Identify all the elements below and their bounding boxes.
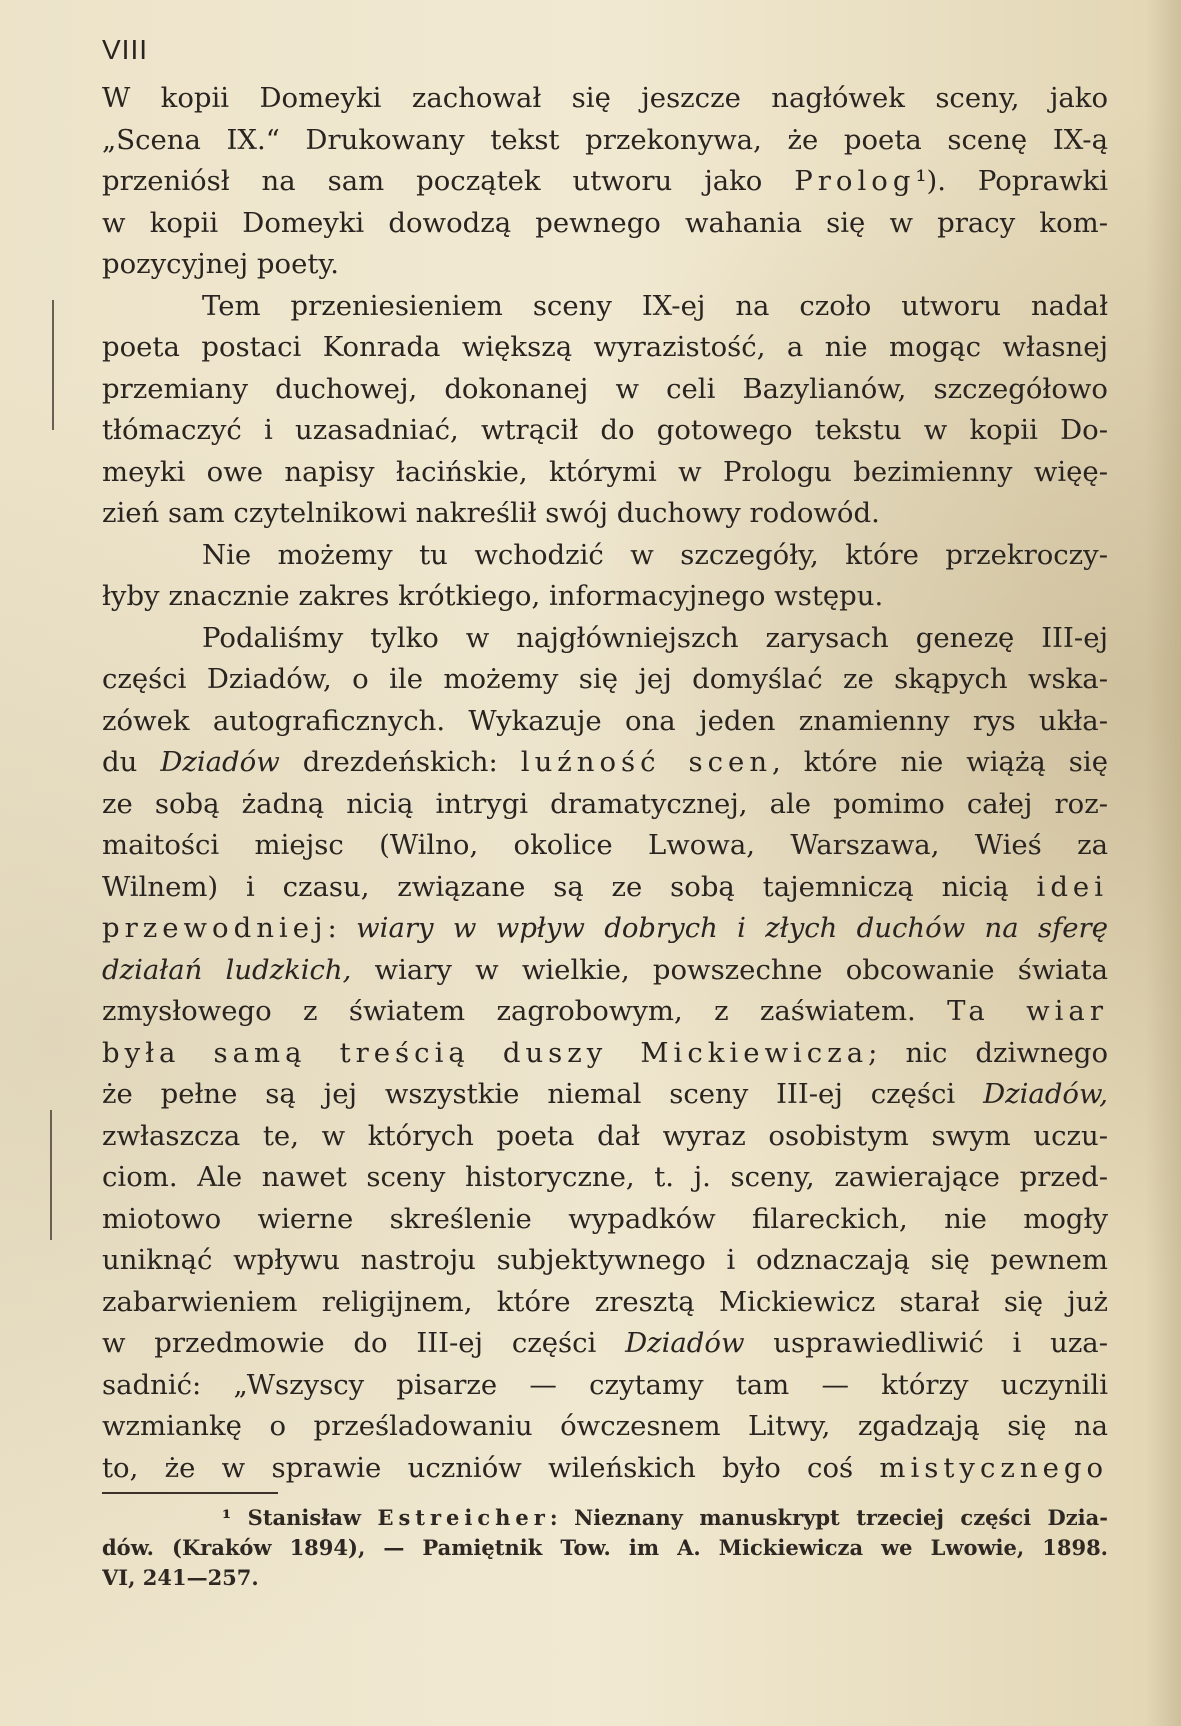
text-line: [102, 991, 1108, 1033]
text-line: [102, 1074, 1108, 1116]
line-text: :: [327, 912, 357, 944]
italic-phrase: wiary w wpływ dobrych i złych duchów na sferę: [356, 912, 1108, 944]
line-text: to, że w sprawie uczniów wileńskich było coś: [102, 1451, 880, 1484]
line-text: Wilnem) i czasu, związane są ze sobą tajemniczą nicią: [102, 870, 1037, 903]
spaced-term: luźność scen: [520, 746, 773, 778]
spaced-term: przewodniej: [102, 912, 328, 944]
line-text: że pełne są jej wszystkie niemal sceny III-ej części: [102, 1078, 984, 1110]
line-text: uniknąć wpływu nastroju subjektywnego i odznaczają się pewnem: [102, 1244, 1108, 1276]
line-text: zmysłowego z światem zagrobowym, z zaświatem.: [102, 995, 948, 1027]
text-line: [102, 203, 1108, 245]
footnote-line: [102, 1503, 1108, 1533]
text-line: [102, 784, 1108, 826]
line-text: przeniósł na sam początek utworu jako: [102, 165, 795, 197]
footnote-line: [102, 1533, 1108, 1563]
line-text: ¹ Stanisław: [222, 1505, 378, 1530]
line-text: zwłaszcza te, w których poeta dał wyraz osobistym swym uczu-: [102, 1119, 1108, 1152]
footnote-line: [102, 1563, 1108, 1593]
margin-pencil-mark: [50, 1110, 52, 1240]
line-text: du: [102, 746, 161, 778]
line-text: drezdeńskich:: [279, 746, 521, 778]
line-text: meyki owe napisy łacińskie, którymi w Prologu bezimienny więę-: [102, 455, 1108, 488]
spaced-term: Ta wiar: [947, 995, 1108, 1027]
line-text: miotowo wierne skreślenie wypadków filareckich, nie mogły: [102, 1202, 1108, 1235]
footnote-divider: [102, 1492, 278, 1494]
line-text: pozycyjnej poety.: [102, 248, 340, 280]
text-line: [102, 950, 1108, 992]
text-line: [102, 452, 1108, 494]
text-line: [102, 410, 1108, 452]
text-line: [102, 1406, 1108, 1448]
text-line: [102, 1323, 1108, 1365]
line-text: wzmiankę o prześladowaniu ówczesnem Litwy, zgadzają się na: [102, 1410, 1108, 1442]
line-text: ciom. Ale nawet sceny historyczne, t. j. sceny, zawierające przed-: [102, 1161, 1108, 1193]
line-text: W kopii Domeyki zachował się jeszcze nagłówek sceny, jako: [102, 82, 1108, 114]
spaced-term: mistycznego: [879, 1451, 1108, 1484]
text-line: [102, 908, 1108, 950]
text-line: [102, 1240, 1108, 1282]
italic-title: Dziadów: [160, 746, 280, 778]
line-text: Tem przeniesieniem sceny IX-ej na czoło utworu nadał: [202, 289, 1108, 322]
line-text: zówek autograficznych. Wykazuje ona jeden znamienny rys ukła-: [102, 704, 1108, 737]
text-line: [102, 618, 1108, 660]
italic-phrase: działań ludzkich,: [102, 953, 352, 986]
line-text: poeta postaci Konrada większą wyrazistość, a nie mogąc własnej: [102, 331, 1108, 363]
italic-title: Dziadów: [625, 1327, 745, 1359]
line-text: maitości miejsc (Wilno, okolice Lwowa, Warszawa, Wieś za: [102, 829, 1108, 861]
line-text: tłómaczyć i uzasadniać, wtrącił do gotowego tekstu w kopii Do-: [102, 414, 1108, 446]
line-text: wiary w wielkie, powszechne obcowanie świata: [351, 953, 1108, 986]
line-text: usprawiedliwić i uza-: [744, 1327, 1108, 1359]
line-text: Nie możemy tu wchodzić w szczegóły, które przekroczy-: [202, 538, 1108, 571]
text-line: [102, 327, 1108, 369]
line-text: zabarwieniem religijnem, które zresztą Mickiewicz starał się już: [102, 1285, 1108, 1318]
line-text: sadnić: „Wszyscy pisarze — czytamy tam — którzy uczynili: [102, 1368, 1108, 1401]
text-line: [102, 1157, 1108, 1199]
line-text: : Nieznany manuskrypt trzeciej części Dzia-: [549, 1505, 1108, 1530]
text-line: [102, 1033, 1108, 1075]
margin-pencil-mark: [52, 300, 54, 430]
page-number: VIII: [102, 34, 149, 65]
text-line: [102, 1116, 1108, 1158]
text-line: [102, 1199, 1108, 1241]
text-line: [102, 493, 1108, 535]
text-line: [102, 161, 1108, 203]
line-text: „Scena IX.“ Drukowany tekst przekonywa, że poeta scenę IX-ą: [102, 123, 1108, 156]
line-text: części Dziadów, o ile możemy się jej domyślać ze skąpych wska-: [102, 663, 1108, 695]
text-line: [102, 701, 1108, 743]
italic-title: Dziadów,: [983, 1078, 1108, 1110]
line-text: ¹). Poprawki: [915, 165, 1108, 197]
text-line: [102, 1365, 1108, 1407]
line-text: łyby znacznie zakres krótkiego, informacyjnego wstępu.: [102, 580, 884, 612]
text-line: [102, 286, 1108, 328]
line-text: Podaliśmy tylko w najgłówniejszch zarysach genezę III-ej: [202, 621, 1108, 654]
text-line: [102, 369, 1108, 411]
spaced-term: była samą treścią duszy Mickiewicza: [102, 1036, 869, 1069]
text-line: [102, 1282, 1108, 1324]
line-text: dów. (Kraków 1894), — Pamiętnik Tow. im A. Mickiewicza we Lwowie, 1898.: [102, 1535, 1108, 1560]
line-text: VI, 241—257.: [102, 1565, 259, 1590]
spaced-term: Estreicher: [377, 1505, 550, 1530]
text-line: [102, 742, 1108, 784]
text-line: [102, 1448, 1108, 1490]
footnote: [102, 1503, 1108, 1593]
text-line: [102, 576, 1108, 618]
line-text: w kopii Domeyki dowodzą pewnego wahania się w pracy kom-: [102, 206, 1108, 239]
text-line: [102, 120, 1108, 162]
spaced-term: Prolog: [794, 165, 916, 197]
line-text: zień sam czytelnikowi nakreślił swój duchowy rodowód.: [102, 497, 880, 529]
text-line: [102, 659, 1108, 701]
line-text: przemiany duchowej, dokonanej w celi Bazylianów, szczegółowo: [102, 372, 1108, 405]
text-line: [102, 78, 1108, 120]
text-line: [102, 867, 1108, 909]
spaced-term: idei: [1036, 870, 1108, 903]
line-text: ; nic dziwnego: [868, 1036, 1108, 1069]
text-line: [102, 244, 1108, 286]
main-text: [102, 78, 1108, 1489]
text-line: [102, 825, 1108, 867]
text-line: [102, 535, 1108, 577]
line-text: ze sobą żadną nicią intrygi dramatycznej, ale pomimo całej roz-: [102, 787, 1108, 820]
line-text: w przedmowie do III-ej części: [102, 1327, 626, 1359]
line-text: , które nie wiążą się: [772, 746, 1108, 778]
